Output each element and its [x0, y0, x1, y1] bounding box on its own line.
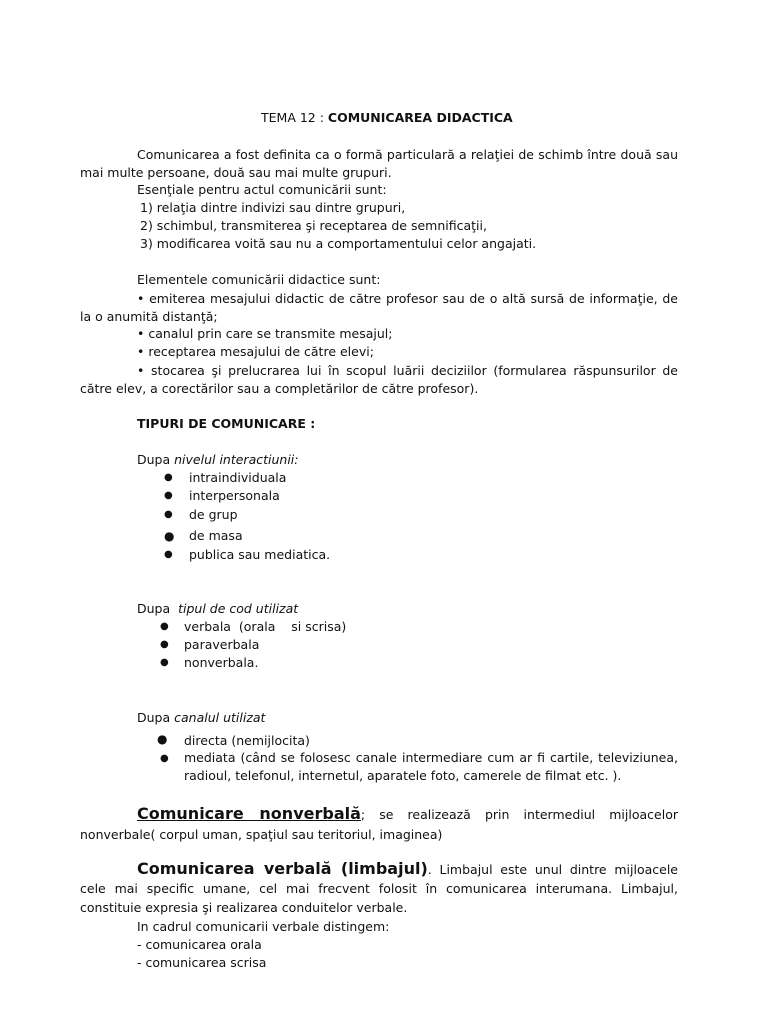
- element-item: • emiterea mesajului didactic de către profesor sau de o altă sursă de informaţie, de la o anumită distanţă;: [80, 291, 678, 324]
- nonverbal-text: ; se realizează prin intermediul mijloacelor nonverbale( corpul uman, spaţiul sau teritoriul, imaginea): [80, 807, 678, 842]
- bullet-icon: ●: [164, 509, 173, 520]
- essential-item: 2) schimbul, transmiterea şi receptarea de semnificaţii,: [140, 218, 487, 233]
- criterion-name: nivelul interactiunii:: [174, 452, 299, 467]
- bullet-icon: ●: [160, 753, 169, 764]
- list-item: nonverbala.: [184, 655, 259, 670]
- criterion-lead: Dupa: [137, 601, 179, 616]
- title-prefix: TEMA 12 :: [261, 110, 328, 125]
- nonverbal-paragraph: [80, 804, 678, 845]
- criterion-lead: Dupa: [137, 710, 175, 725]
- bullet-icon: ●: [164, 472, 173, 483]
- verbal-text: . Limbajul este unul dintre mijloacele cele mai specific umane, cel mai frecvent folosit în comunicarea interumana. Limbajul, constituie expresia şi realizarea conduitelor verbale.: [80, 862, 678, 915]
- verbal-item: - comunicarea orala: [137, 937, 262, 952]
- criterion-name: canalul utilizat: [174, 710, 266, 725]
- title-main: COMUNICAREA DIDACTICA: [327, 110, 513, 125]
- verbal-term: Comunicarea verbală (limbajul): [137, 859, 428, 878]
- verbal-paragraph: [80, 859, 678, 917]
- list-item: de masa: [189, 528, 243, 543]
- page-title: [261, 110, 513, 126]
- list-item: mediata (când se folosesc canale intermediare cum ar fi cartile, televiziunea, radioul, telefonul, internetul, aparatele foto, camerele de filmat etc. ).: [184, 750, 678, 783]
- criterion-code: [137, 601, 298, 617]
- intro-paragraph: Comunicarea a fost definita ca o formă particulară a relaţiei de schimb între două sau mai multe persoane, două sau mai multe grupuri.: [80, 147, 678, 180]
- bullet-icon: ●: [164, 490, 173, 501]
- verbal-subheading: In cadrul comunicarii verbale distingem:: [137, 919, 390, 934]
- criterion-channel: [137, 710, 265, 726]
- criterion-level: [137, 452, 298, 468]
- verbal-item: - comunicarea scrisa: [137, 955, 267, 970]
- nonverbal-term: Comunicare nonverbală: [137, 804, 361, 823]
- elements-heading: Elementele comunicării didactice sunt:: [137, 272, 381, 287]
- bullet-icon: ●: [157, 732, 168, 746]
- essential-item: 1) relaţia dintre indivizi sau dintre grupuri,: [140, 200, 406, 215]
- list-item: interpersonala: [189, 488, 280, 503]
- element-item: • receptarea mesajului de către elevi;: [137, 344, 374, 359]
- element-item: • stocarea şi prelucrarea lui în scopul luării deciziilor (formularea răspunsurilor de către elev, a corectărilor sau a completărilor de către profesor).: [80, 363, 678, 396]
- list-item: directa (nemijlocita): [184, 733, 310, 748]
- types-heading: TIPURI DE COMUNICARE :: [137, 416, 316, 431]
- bullet-icon: ●: [164, 529, 175, 543]
- list-item: paraverbala: [184, 637, 260, 652]
- essentials-heading: Esenţiale pentru actul comunicării sunt:: [137, 182, 387, 197]
- list-item: intraindividuala: [189, 470, 287, 485]
- bullet-icon: ●: [160, 657, 169, 668]
- list-item: verbala (orala si scrisa): [184, 619, 347, 634]
- bullet-icon: ●: [160, 639, 169, 650]
- element-item: • canalul prin care se transmite mesajul;: [137, 326, 393, 341]
- criterion-name: tipul de cod utilizat: [178, 601, 299, 616]
- bullet-icon: ●: [160, 621, 169, 632]
- bullet-icon: ●: [164, 549, 173, 560]
- list-item: publica sau mediatica.: [189, 547, 331, 562]
- criterion-lead: Dupa: [137, 452, 175, 467]
- essential-item: 3) modificarea voită sau nu a comportamentului celor angajati.: [140, 236, 537, 251]
- list-item: de grup: [189, 507, 238, 522]
